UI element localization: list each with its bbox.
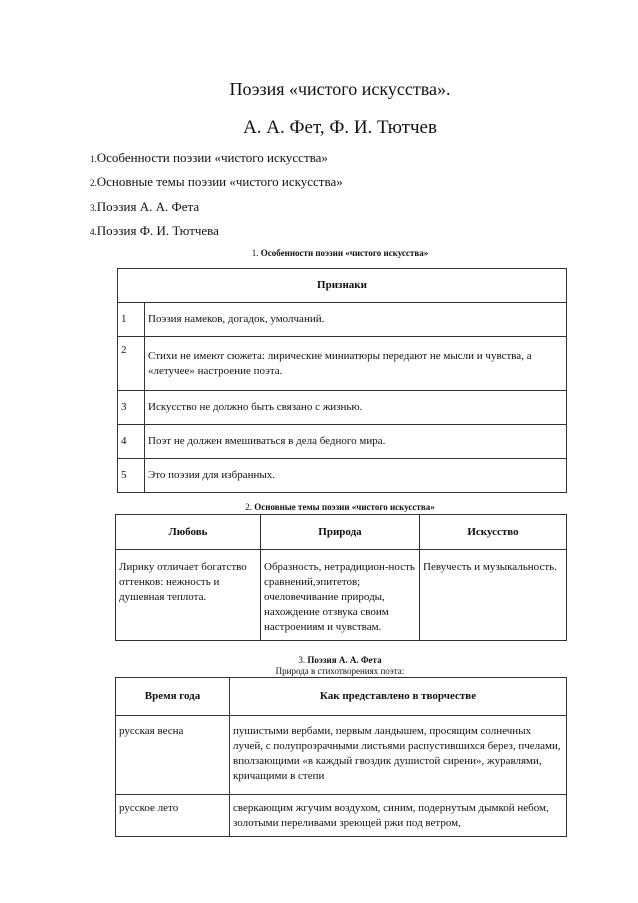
section1-caption (0, 248, 638, 258)
section3-subcaption: Природа в стихотворениях поэта: (275, 666, 405, 676)
description-cell: сверкающим жгучим воздухом, синим, подернутым дымкой небом, золотыми переливами зреющей ржи под ветром, (230, 795, 567, 837)
toc-item (90, 174, 343, 190)
toc-item-text: Поэзия Ф. И. Тютчева (96, 223, 219, 238)
row-text: Искусство не должно быть связано с жизнью. (145, 391, 567, 425)
table-row (118, 303, 567, 337)
season-cell: русское лето (116, 795, 230, 837)
section3-caption (0, 655, 638, 665)
fet-header-description: Как представлено в творчестве (230, 678, 567, 716)
fet-nature-table (115, 677, 567, 837)
row-text: Стихи не имеют сюжета: лирические миниатюры передают не мысли и чувства, а «летучее» настроение поэта. (145, 337, 567, 391)
season-cell: русская весна (116, 716, 230, 795)
document-title: Поэзия «чистого искусства». (229, 79, 451, 99)
themes-table (115, 514, 567, 641)
toc-item-number: 4. (90, 227, 97, 237)
section2-caption-text: Основные темы поэзии «чистого искусства» (254, 502, 435, 512)
table-row (116, 795, 567, 837)
themes-cell-love: Лирику отличает богатство оттенков: нежность и душевная теплота. (116, 550, 261, 641)
themes-cell-art: Певучесть и музыкальность. (420, 550, 567, 641)
table-row (116, 716, 567, 795)
table-row (118, 459, 567, 493)
toc-item (90, 223, 219, 239)
toc-item-text: Основные темы поэзии «чистого искусства» (96, 174, 343, 189)
section3-caption-number: 3. (298, 655, 306, 665)
section3-caption-text: Поэзия А. А. Фета (307, 655, 382, 665)
section2-caption-number: 2. (245, 502, 253, 512)
description-cell: пушистыми вербами, первым ландышем, просящим солнечных лучей, с полупрозрачными листьями распустившихся берез, пчелами, вползающими «в каждый гвоздик душистой сирени», журавлями, кричащими в степи (230, 716, 567, 795)
themes-header-love: Любовь (116, 515, 261, 550)
features-table-header: Признаки (118, 269, 567, 303)
section1-caption-number: 1. (251, 248, 259, 258)
toc-item-number: 1. (90, 154, 97, 164)
row-number: 1 (118, 303, 145, 337)
row-number: 5 (118, 459, 145, 493)
features-table (117, 268, 567, 493)
row-text: Это поэзия для избранных. (145, 459, 567, 493)
table-row (118, 391, 567, 425)
themes-header-art: Искусство (420, 515, 567, 550)
row-text: Поэт не должен вмешиваться в дела бедного мира. (145, 425, 567, 459)
toc-item-number: 2. (90, 178, 97, 188)
themes-header-nature: Природа (261, 515, 420, 550)
table-row (118, 425, 567, 459)
toc-item (90, 150, 328, 166)
row-number: 2 (118, 337, 145, 391)
toc-item-text: Поэзия А. А. Фета (96, 199, 200, 214)
document-authors: А. А. Фет, Ф. И. Тютчев (243, 117, 437, 138)
toc-item (90, 199, 199, 215)
toc-item-text: Особенности поэзии «чистого искусства» (96, 150, 328, 165)
table-row (118, 337, 567, 391)
toc-item-number: 3. (90, 203, 97, 213)
themes-cell-nature: Образность, нетрадицион-ность сравнений,эпитетов; очеловечивание природы, нахождение отзвука своим настроениям и чувствам. (261, 550, 420, 641)
section1-caption-text: Особенности поэзии «чистого искусства» (260, 248, 429, 258)
row-number: 4 (118, 425, 145, 459)
table-row (116, 550, 567, 641)
row-text: Поэзия намеков, догадок, умолчаний. (145, 303, 567, 337)
fet-header-season: Время года (116, 678, 230, 716)
section2-caption (0, 502, 638, 512)
row-number: 3 (118, 391, 145, 425)
